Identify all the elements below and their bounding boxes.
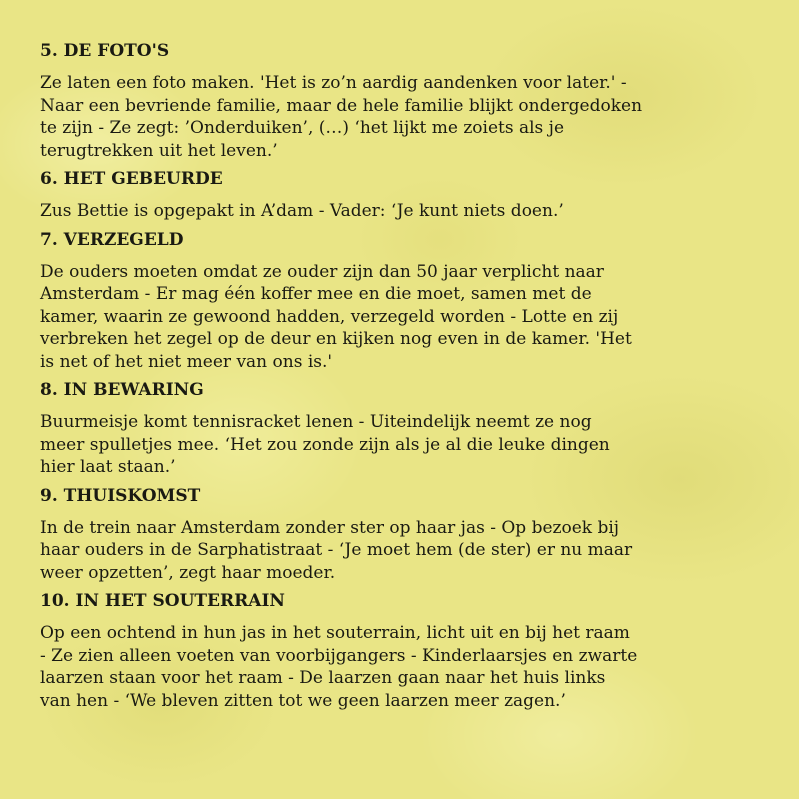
section-body: De ouders moeten omdat ze ouder zijn dan 50 jaar verplicht naar Amsterdam - Er mag één koffer mee en die moet, samen met de kamer, waarin ze gewoond hadden, verzegeld worden - Lotte en zij verbreken het zegel op de deur en kijken nog even in de kamer. 'Het is net of het niet meer van ons is.' (40, 261, 632, 372)
section-title: 8. IN BEWARING (40, 380, 204, 400)
section-6 (40, 168, 780, 223)
section-9 (40, 485, 780, 585)
section-body: Buurmeisje komt tennisracket lenen - Uiteindelijk neemt ze nog meer spulletjes mee. ‘Het zou zonde zijn als je al die leuke dingen hier laat staan.’ (40, 412, 610, 477)
section-10 (40, 590, 780, 712)
section-title: 5. DE FOTO'S (40, 41, 170, 61)
section-7 (40, 229, 780, 374)
section-5 (40, 40, 780, 162)
document-page (40, 40, 780, 718)
section-title: 6. HET GEBEURDE (40, 169, 223, 189)
section-title: 9. THUISKOMST (40, 485, 201, 506)
section-body: Ze laten een foto maken. 'Het is zo’n aardig aandenken voor later.' - Naar een bevriende familie, maar de hele familie blijkt ondergedoken te zijn - Ze zegt: ’Onderduiken’, (…) ‘het lijkt me zoiets als je terugtrekken uit het leven.’ (40, 73, 643, 161)
section-8 (40, 379, 780, 479)
section-body: In de trein naar Amsterdam zonder ster op haar jas - Op bezoek bij haar ouders in de Sarphatistraat - ‘Je moet hem (de ster) er nu maar weer opzetten’, zegt haar moeder. (40, 517, 633, 583)
section-body: Op een ochtend in hun jas in het souterrain, licht uit en bij het raam - Ze zien alleen voeten van voorbijgangers - Kinderlaarsjes en zwarte laarzen staan voor het raam - De laarzen gaan naar het huis links van hen - ‘We bleven zitten tot we geen laarzen meer zagen.’ (40, 623, 638, 711)
section-title: 7. VERZEGELD (40, 229, 184, 250)
section-body: Zus Bettie is opgepakt in A’dam - Vader: ‘Je kunt niets doen.’ (40, 201, 564, 221)
section-title: 10. IN HET SOUTERRAIN (40, 591, 285, 611)
